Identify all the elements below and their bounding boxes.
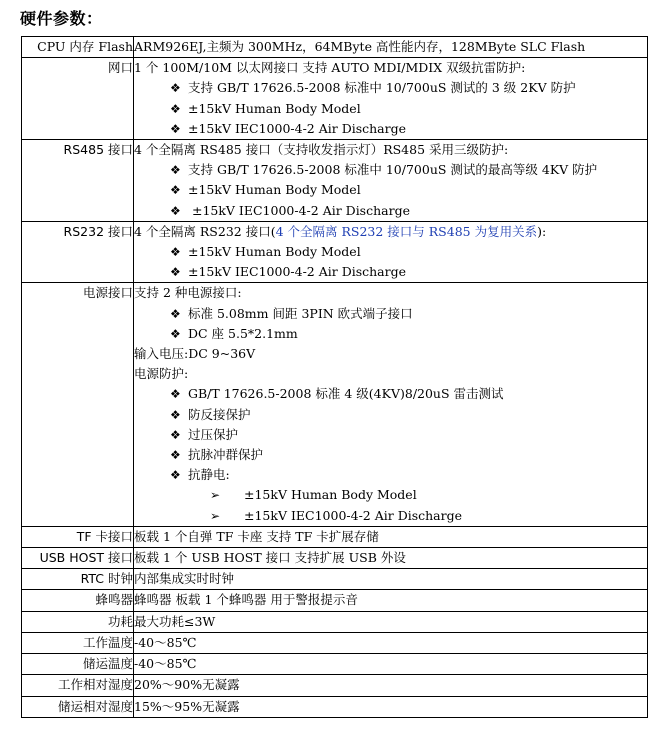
spec-text: 标准 5.08mm 间距 3PIN 欧式端子接口	[188, 305, 413, 321]
spec-line	[134, 527, 647, 547]
spec-line	[134, 633, 647, 653]
diamond-bullet-icon: ❖	[170, 121, 181, 136]
spec-value	[134, 569, 648, 590]
spec-text: 蜂鸣器 板载 1 个蜂鸣器 用于警报提示音	[134, 592, 358, 608]
spec-text: 抗静电:	[188, 467, 230, 483]
spec-text: 1 个 100M/10M 以太网接口 支持 AUTO MDI/MDIX 双级抗雷防护:	[134, 60, 526, 76]
spec-row	[22, 590, 648, 611]
spec-text: 4 个全隔离 RS485 接口（支持收发指示灯）RS485 采用三级防护:	[134, 142, 509, 158]
spec-line	[134, 140, 647, 160]
spec-text: ±15kV Human Body Model	[188, 100, 361, 116]
diamond-bullet-icon: ❖	[170, 163, 181, 178]
spec-value	[134, 221, 648, 283]
spec-line	[134, 445, 647, 465]
diamond-bullet-icon: ❖	[170, 407, 181, 422]
spec-line	[134, 99, 647, 119]
diamond-bullet-icon: ❖	[170, 306, 181, 321]
diamond-bullet-icon: ❖	[170, 468, 181, 483]
spec-row	[22, 526, 648, 547]
spec-label: TF 卡接口	[22, 526, 134, 547]
spec-value	[134, 548, 648, 569]
spec-text: ±15kV IEC1000-4-2 Air Discharge	[244, 507, 463, 523]
spec-line	[134, 548, 647, 568]
spec-line	[134, 465, 647, 485]
spec-line	[134, 222, 647, 242]
spec-text: ±15kV Human Body Model	[188, 244, 361, 260]
spec-text: 支持 GB/T 17626.5-2008 标准中 10/700uS 测试的最高等级 4KV 防护	[188, 162, 598, 178]
spec-label: 工作相对湿度	[22, 675, 134, 696]
spec-row	[22, 548, 648, 569]
arrowhead-bullet-icon: ➢	[210, 508, 221, 523]
spec-row	[22, 675, 648, 696]
spec-line	[134, 78, 647, 98]
spec-text: 20%～90%无凝露	[134, 677, 240, 693]
spec-label: 储运相对湿度	[22, 696, 134, 717]
spec-text: ±15kV IEC1000-4-2 Air Discharge	[188, 202, 410, 218]
spec-text: 支持 2 种电源接口:	[134, 285, 242, 301]
spec-row	[22, 37, 648, 58]
spec-line	[134, 425, 647, 445]
spec-row	[22, 696, 648, 717]
spec-text: 内部集成实时时钟	[134, 571, 235, 587]
spec-value	[134, 590, 648, 611]
spec-line	[134, 612, 647, 632]
spec-line	[134, 654, 647, 674]
spec-text: -40～85℃	[134, 656, 197, 672]
spec-text: 过压保护	[188, 426, 239, 442]
spec-label: CPU 内存 Flash	[22, 37, 134, 58]
spec-value	[134, 283, 648, 526]
spec-line	[134, 485, 647, 505]
spec-line	[134, 590, 647, 610]
diamond-bullet-icon: ❖	[170, 81, 181, 96]
spec-value	[134, 140, 648, 222]
spec-line	[134, 304, 647, 324]
spec-value	[134, 632, 648, 653]
spec-line	[134, 283, 647, 303]
spec-text: ARM926EJ,主频为 300MHz，64MByte 高性能内存，128MByte SLC Flash	[134, 39, 586, 54]
spec-label: 电源接口	[22, 283, 134, 526]
spec-row	[22, 611, 648, 632]
spec-line	[134, 37, 647, 57]
spec-row	[22, 58, 648, 140]
spec-line	[134, 344, 647, 364]
spec-text: DC 座 5.5*2.1mm	[188, 325, 298, 341]
diamond-bullet-icon: ❖	[170, 265, 181, 280]
spec-text: ±15kV Human Body Model	[244, 487, 417, 503]
spec-value	[134, 654, 648, 675]
diamond-bullet-icon: ❖	[170, 245, 181, 260]
diamond-bullet-icon: ❖	[170, 326, 181, 341]
spec-label: 储运温度	[22, 654, 134, 675]
hardware-spec-table	[21, 36, 648, 718]
spec-line	[134, 58, 647, 78]
spec-text: GB/T 17626.5-2008 标准 4 级(4KV)8/20uS 雷击测试	[188, 386, 504, 402]
spec-line	[134, 242, 647, 262]
spec-row	[22, 569, 648, 590]
spec-line	[134, 119, 647, 139]
spec-line	[134, 405, 647, 425]
spec-text: 支持 GB/T 17626.5-2008 标准中 10/700uS 测试的 3 级 2KV 防护	[188, 80, 576, 96]
spec-text: ±15kV IEC1000-4-2 Air Discharge	[188, 120, 407, 136]
spec-label: 蜂鸣器	[22, 590, 134, 611]
spec-label: RTC 时钟	[22, 569, 134, 590]
spec-label: USB HOST 接口	[22, 548, 134, 569]
spec-row	[22, 221, 648, 283]
spec-value	[134, 526, 648, 547]
spec-text: 4 个全隔离 RS232 接口(	[134, 223, 276, 239]
spec-value	[134, 37, 648, 58]
diamond-bullet-icon: ❖	[170, 448, 181, 463]
spec-line	[134, 675, 647, 695]
spec-text: 电源防护:	[134, 366, 189, 382]
diamond-bullet-icon: ❖	[170, 183, 181, 198]
spec-line	[134, 160, 647, 180]
spec-line	[134, 569, 647, 589]
spec-value	[134, 611, 648, 632]
spec-text: 最大功耗≤3W	[134, 613, 216, 629]
spec-line	[134, 180, 647, 200]
spec-text: 输入电压:DC 9~36V	[134, 346, 256, 362]
diamond-bullet-icon: ❖	[170, 387, 181, 402]
arrowhead-bullet-icon: ➢	[210, 488, 221, 503]
spec-line	[134, 324, 647, 344]
spec-label: RS232 接口	[22, 221, 134, 283]
spec-line	[134, 201, 647, 221]
spec-row	[22, 140, 648, 222]
spec-row	[22, 654, 648, 675]
spec-label: 网口	[22, 58, 134, 140]
spec-row	[22, 283, 648, 526]
spec-text: ±15kV IEC1000-4-2 Air Discharge	[188, 264, 407, 280]
spec-label: RS485 接口	[22, 140, 134, 222]
spec-text: ±15kV Human Body Model	[188, 182, 361, 198]
spec-text: 15%～95%无凝露	[134, 698, 240, 714]
spec-line	[134, 262, 647, 282]
spec-text: 防反接保护	[188, 406, 251, 422]
multiplex-note: 4 个全隔离 RS232 接口与 RS485 为复用关系	[275, 223, 538, 239]
spec-label: 功耗	[22, 611, 134, 632]
spec-text: -40～85℃	[134, 634, 197, 650]
page-title: 硬件参数：	[20, 9, 103, 28]
spec-label: 工作温度	[22, 632, 134, 653]
spec-text: 抗脉冲群保护	[188, 447, 264, 463]
spec-line	[134, 697, 647, 717]
spec-text-tail: ):	[537, 223, 547, 239]
spec-value	[134, 675, 648, 696]
spec-text: 板载 1 个 USB HOST 接口 支持扩展 USB 外设	[134, 550, 406, 566]
spec-value	[134, 58, 648, 140]
spec-line	[134, 506, 647, 526]
diamond-bullet-icon: ❖	[170, 101, 181, 116]
spec-value	[134, 696, 648, 717]
diamond-bullet-icon: ❖	[170, 427, 181, 442]
spec-line	[134, 384, 647, 404]
spec-line	[134, 364, 647, 384]
diamond-bullet-icon: ❖	[170, 203, 181, 218]
spec-text: 板载 1 个自弹 TF 卡座 支持 TF 卡扩展存储	[134, 528, 379, 544]
spec-row	[22, 632, 648, 653]
